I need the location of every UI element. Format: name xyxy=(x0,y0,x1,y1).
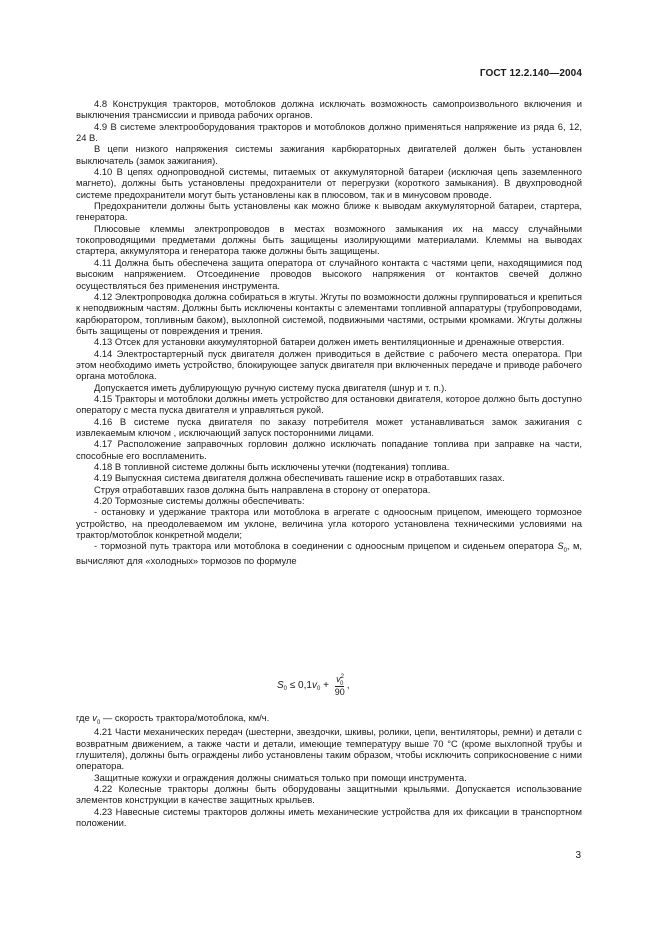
paragraph-4-10: 4.10 В цепях однопроводной системы, питаемых от аккумуляторной батареи (исключая цепь заземленного магнето), должны быть установлены предохранители от перегрузки (короткого замыкания). В двухпроводной системе предохранители могут быть установлены как в плюсовом, так и в минусовом проводе. xyxy=(76,166,582,200)
paragraph-4-18: 4.18 В топливной системе должны быть исключены утечки (подтекания) топлива. xyxy=(94,461,450,472)
brake-path-symbol: S xyxy=(557,540,564,552)
paragraph-4-15: 4.15 Тракторы и мотоблоки должны иметь устройство для остановки двигателя, которое должно быть доступно оператору с места пуска двигателя и управляться рукой. xyxy=(76,392,582,416)
paragraph-4-22: 4.22 Колесные тракторы должны быть оборудованы защитными крыльями. Допускается использование элементов конструкции в качестве защитных крыльев. xyxy=(76,783,582,806)
paragraph-fuses: Предохранители должны быть установлены как можно ближе к выводам аккумуляторной батареи, стартера, генератора. xyxy=(76,200,582,223)
formula-v-sub: 0 xyxy=(316,685,321,692)
paragraph-where xyxy=(76,712,582,726)
formula-tail: , xyxy=(346,679,350,691)
formula-relation: ≤ 0,1 xyxy=(287,679,312,691)
paragraph-brake-path xyxy=(76,540,582,566)
formula-num-sub: 0 xyxy=(339,681,344,687)
formula-num-v: v xyxy=(336,674,341,684)
standard-header: ГОСТ 12.2.140—2004 xyxy=(479,68,582,79)
formula-v: v xyxy=(311,679,317,691)
paragraph-4-17: 4.17 Расположение заправочных горловин должно исключать попадание топлива при заправке на части, способные его воспламенить. xyxy=(76,438,582,461)
where-symbol: v xyxy=(92,712,97,723)
paragraph-4-20: 4.20 Тормозные системы должны обеспечивать: xyxy=(94,495,305,507)
formula-lhs: S xyxy=(277,679,284,691)
paragraph-plus-terminals: Плюсовые клеммы электропроводов в местах возможного замыкания их на массу случайными токопроводящими предметами должны быть защищены изолирующими материалами. Клеммы на выводах стартера, аккумулятора и генератора также должны быть защищены. xyxy=(76,222,582,257)
page-number: 3 xyxy=(575,850,581,861)
paragraph-manual-start: Допускается иметь дублирующую ручную систему пуска двигателя (шнур и т. п.). xyxy=(94,381,447,393)
brake-path-text-before: - тормозной путь трактора или мотоблока в соединении с одноосным прицепом и сиденьем оператора xyxy=(94,540,558,552)
paragraph-4-19: 4.19 Выпускная система двигателя должна обеспечивать гашение искр в отработавших газах. xyxy=(94,472,505,484)
formula-lhs-sub: 0 xyxy=(283,685,288,692)
braking-formula xyxy=(277,674,350,697)
formula-plus: + xyxy=(320,679,332,691)
formula-num-sup: 2 xyxy=(340,674,344,680)
paragraph-4-13: 4.13 Отсек для установки аккумуляторной батареи должен иметь вентиляционные и дренажные отверстия. xyxy=(94,336,565,348)
brake-path-subscript: 0 xyxy=(563,548,567,555)
document-body xyxy=(76,98,582,566)
where-text-before: где xyxy=(76,712,93,723)
paragraph-4-9: 4.9 В системе электрооборудования тракторов и мотоблоков должно применяться напряжение из ряда 6, 12, 24 В. xyxy=(76,120,582,144)
where-text-after: — скорость трактора/мотоблока, км/ч. xyxy=(100,712,270,723)
paragraph-4-16: 4.16 В системе пуска двигателя по заказу потребителя может устанавливаться замок зажигания с извлекаемым ключом , исключающий запуск посторонними лицами. xyxy=(76,415,582,438)
formula-denominator: 90 xyxy=(334,687,345,697)
paragraph-4-23: 4.23 Навесные системы тракторов должны иметь механические устройства для их фиксации в транспортном положении. xyxy=(76,805,582,829)
paragraph-4-14: 4.14 Электростартерный пуск двигателя должен приводиться в действие с рабочего места оператора. При этом необходимо иметь устройство, блокирующее запуск двигателя при включенных передаче и приводе рабочего органа мотоблока. xyxy=(76,347,582,382)
formula-fraction xyxy=(335,674,345,697)
paragraph-stop-hold: - остановку и удержание трактора или мотоблока в агрегате с одноосным прицепом, имеющего тормозное устройство, на преодолеваемом им уклоне, величина угла которого установлена техническими условиями на трактор/мотоблок конкретной модели; xyxy=(76,506,582,541)
paragraph-exhaust-stream: Струя отработавших газов должна быть направлена в сторону от оператора. xyxy=(94,483,431,495)
paragraph-ignition-switch: В цепи низкого напряжения системы зажигания карбюраторных двигателей должен быть установлен выключатель (замок зажигания). xyxy=(76,143,582,166)
brake-path-text-after: , м, вычисляют для «холодных» тормозов по формуле xyxy=(76,540,582,566)
where-subscript: 0 xyxy=(96,720,101,726)
paragraph-4-11: 4.11 Должна быть обеспечена защита оператора от случайного контакта с частями цепи, находящимися под высоким напряжением. Отсоединение проводов высокого напряжения от контактов свечей должно осуществляться без применения инструмента. xyxy=(76,256,582,291)
document-body-continued xyxy=(76,712,582,828)
paragraph-4-21: 4.21 Части механических передач (шестерни, звездочки, шкивы, ролики, цепи, вентиляторы, ремни) и детали с возвратным движением, а также части и детали, имеющие температуру выше 70 °С (кроме выхлопной трубы и глушителя), должны быть ограждены либо установлены таким образом, чтобы исключить соприкосновение с ними оператора. xyxy=(76,726,582,772)
paragraph-4-8: 4.8 Конструкция тракторов, мотоблоков должна исключать возможность самопроизвольного включения и выключения трансмиссии и привода рабочих органов. xyxy=(76,98,582,121)
formula-numerator xyxy=(335,674,344,687)
paragraph-guards: Защитные кожухи и ограждения должны сниматься только при помощи инструмента. xyxy=(94,771,467,783)
paragraph-4-12: 4.12 Электропроводка должна собираться в жгуты. Жгуты по возможности должны группироваться и крепиться к неподвижным частям. Должны быть исключены контакты с элементами топливной аппаратуры (трубопроводами, карбюратором, топливным баком), выхлопной системой, подвижными частями, острыми кромками. Жгуты должны быть защищены от повреждения и трения. xyxy=(76,290,582,336)
